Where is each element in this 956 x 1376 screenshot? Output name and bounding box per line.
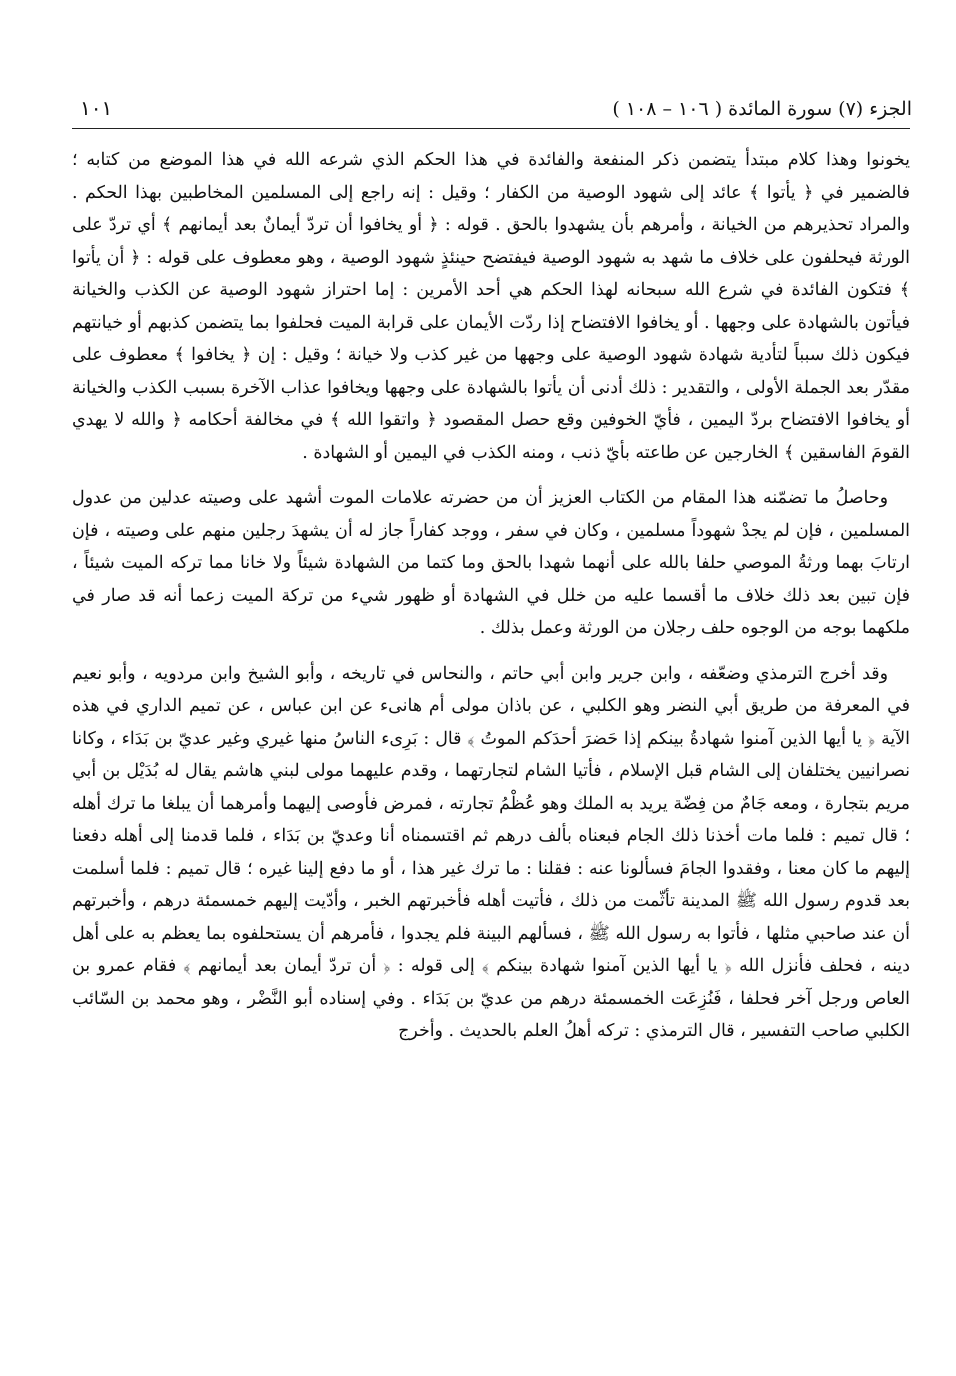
running-head: الجزء (٧) سورة المائدة ( ١٠٦ – ١٠٨ ) [612, 98, 912, 120]
paragraph-2: وحاصلُ ما تضمّنه هذا المقام من الكتاب العزيز أن من حضرته علامات الموت أشهد على وصيته عدلين من عدول المسلمين ، فإن لم يجدْ شهوداً مسلمين ، وكان في سفر ، ووجد كفاراً جاز له أن يشهدَ رجلين منهم على وصيته ، فإن ارتابَ بهما ورثةُ الموصي حلفا بالله على أنهما شهدا بالحق وما كتما من الشهادة شيئاً ولا خانا مما تركه الميت شيئاً ، فإن تبين بعد ذلك خلاف ما أقسما عليه من خلل في الشهادة أو ظهور شيء من تركة الميت زعما أنه قد صار في ملكهما بوجه من الوجوه حلف رجلان من الورثة وعمل بذلك . [72, 488, 910, 638]
paragraph-1: يخونوا وهذا كلام مبتدأ يتضمن ذكر المنفعة والفائدة في هذا الحكم الذي شرعه الله في هذا الموضع من كتابه ؛ فالضمير في ﴿ يأتوا ﴾ عائد إلى شهود الوصية من الكفار ؛ وقيل : إنه راجع إلى المسلمين المخاطبين بهذا الحكم . والمراد تحذيرهم من الخيانة ، وأمرهم بأن يشهدوا بالحق . قوله : ﴿ أو يخافوا أن تردّ أيمانٌ بعد أيمانهم ﴾ أي تردّ على الورثة فيحلفون على خلاف ما شهد به شهود الوصية فيفتضح حينئذٍ شهود الوصية ، وهو معطوف على قوله : ﴿ أن يأتوا ﴾ فتكون الفائدة في شرع الله سبحانه لهذا الحكم هي أحد الأمرين : إما احتراز شهود الوصية عن الكذب والخيانة فيأتون بالشهادة على وجهها . أو يخافوا الافتضاح إذا ردّت الأيمان على قرابة الميت فحلفوا بما يتضمن كذبهم أو خيانتهم فيكون ذلك سبباً لتأدية شهادة شهود الوصية على وجهها من غير كذب ولا خيانة ؛ وقيل : إن ﴿ يخافوا ﴾ معطوف على مقدّر بعد الجملة الأولى ، والتقدير : ذلك أدنى أن يأتوا بالشهادة على وجهها ويخافوا عذاب الآخرة بسبب الكذب والخيانة أو يخافوا الافتضاح بردّ اليمين ، فأيّ الخوفين وقع حصل المقصود ﴿ واتقوا الله ﴾ في مخالفة أحكامه ﴿ والله لا يهدي القومَ الفاسقين ﴾ الخارجين عن طاعته بأيّ ذنب ، ومنه الكذب في اليمين أو الشهادة . [72, 150, 910, 463]
paragraph-3: وقد أخرج الترمذي وضعّفه ، وابن جرير وابن أبي حاتم ، والنحاس في تاريخه ، وأبو الشيخ وابن مردويه ، وأبو نعيم في المعرفة من طريق أبي النضر وهو الكلبي ، عن باذان مولى أم هانىء عن ابن عباس ، عن تميم الداري في هذه الآية ﴿ يا أيها الذين آمنوا شهادةُ بينكم إذا حَضرَ أحدَكم الموتُ ﴾ قال : بَرِىء الناسُ منها غيري وغير عديّ بن بَدَاء ، وكانا نصرانيين يختلفان إلى الشام قبل الإسلام ، فأتيا الشام لتجارتهما ، وقدم عليهما مولى لبني هاشم يقال له بُدَيْل بن أبي مريم بتجارة ، ومعه جَامٌ من فِضّة يريد به الملك وهو عُظْمُ تجارته ، فمرض فأوصى إليهما وأمرهما أن يبلغا ما ترك أهله ؛ قال تميم : فلما مات أخذنا ذلك الجام فبعناه بألف درهم ثم اقتسمناه أنا وعديّ بن بَدَاء ، فلما قدمنا إلى أهله دفعنا إليهم ما كان معنا ، وفقدوا الجامَ فسألونا عنه : فقلنا : ما ترك غير هذا ، أو ما دفع إلينا غيره ؛ قال تميم : فلما أسلمت بعد قدوم رسول الله ﷺ المدينة تأثّمت من ذلك ، فأتيت أهله فأخبرتهم الخبر ، وأدّيت إليهم خمسمئة درهم ، وأخبرتهم أن عند صاحبي مثلها ، فأتوا به رسول الله ﷺ ، فسألهم البينة فلم يجدوا ، فأمرهم أن يستحلفوه بما يعظم به على أهل دينه ، فحلف فأنزل الله ﴿ يا أيها الذين آمنوا شهادة بينكم ﴾ إلى قوله : ﴿ أن تردّ أيمان بعد أيمانهم ﴾ فقام عمرو بن العاص ورجل آخر فحلفا ، فَنُزِعَت الخمسمئة درهم من عديّ بن بَدَاء . وفي إسناده أبو النَّضْر ، وهو محمد بن السّائب الكلبي صاحب التفسير ، قال الترمذي : تركه أهلُ العلم بالحديث . وأخرج [72, 663, 910, 1041]
page-header [72, 92, 912, 128]
header-rule [72, 128, 910, 129]
page-body [72, 144, 910, 1048]
page-number: ١٠١ [80, 96, 113, 120]
